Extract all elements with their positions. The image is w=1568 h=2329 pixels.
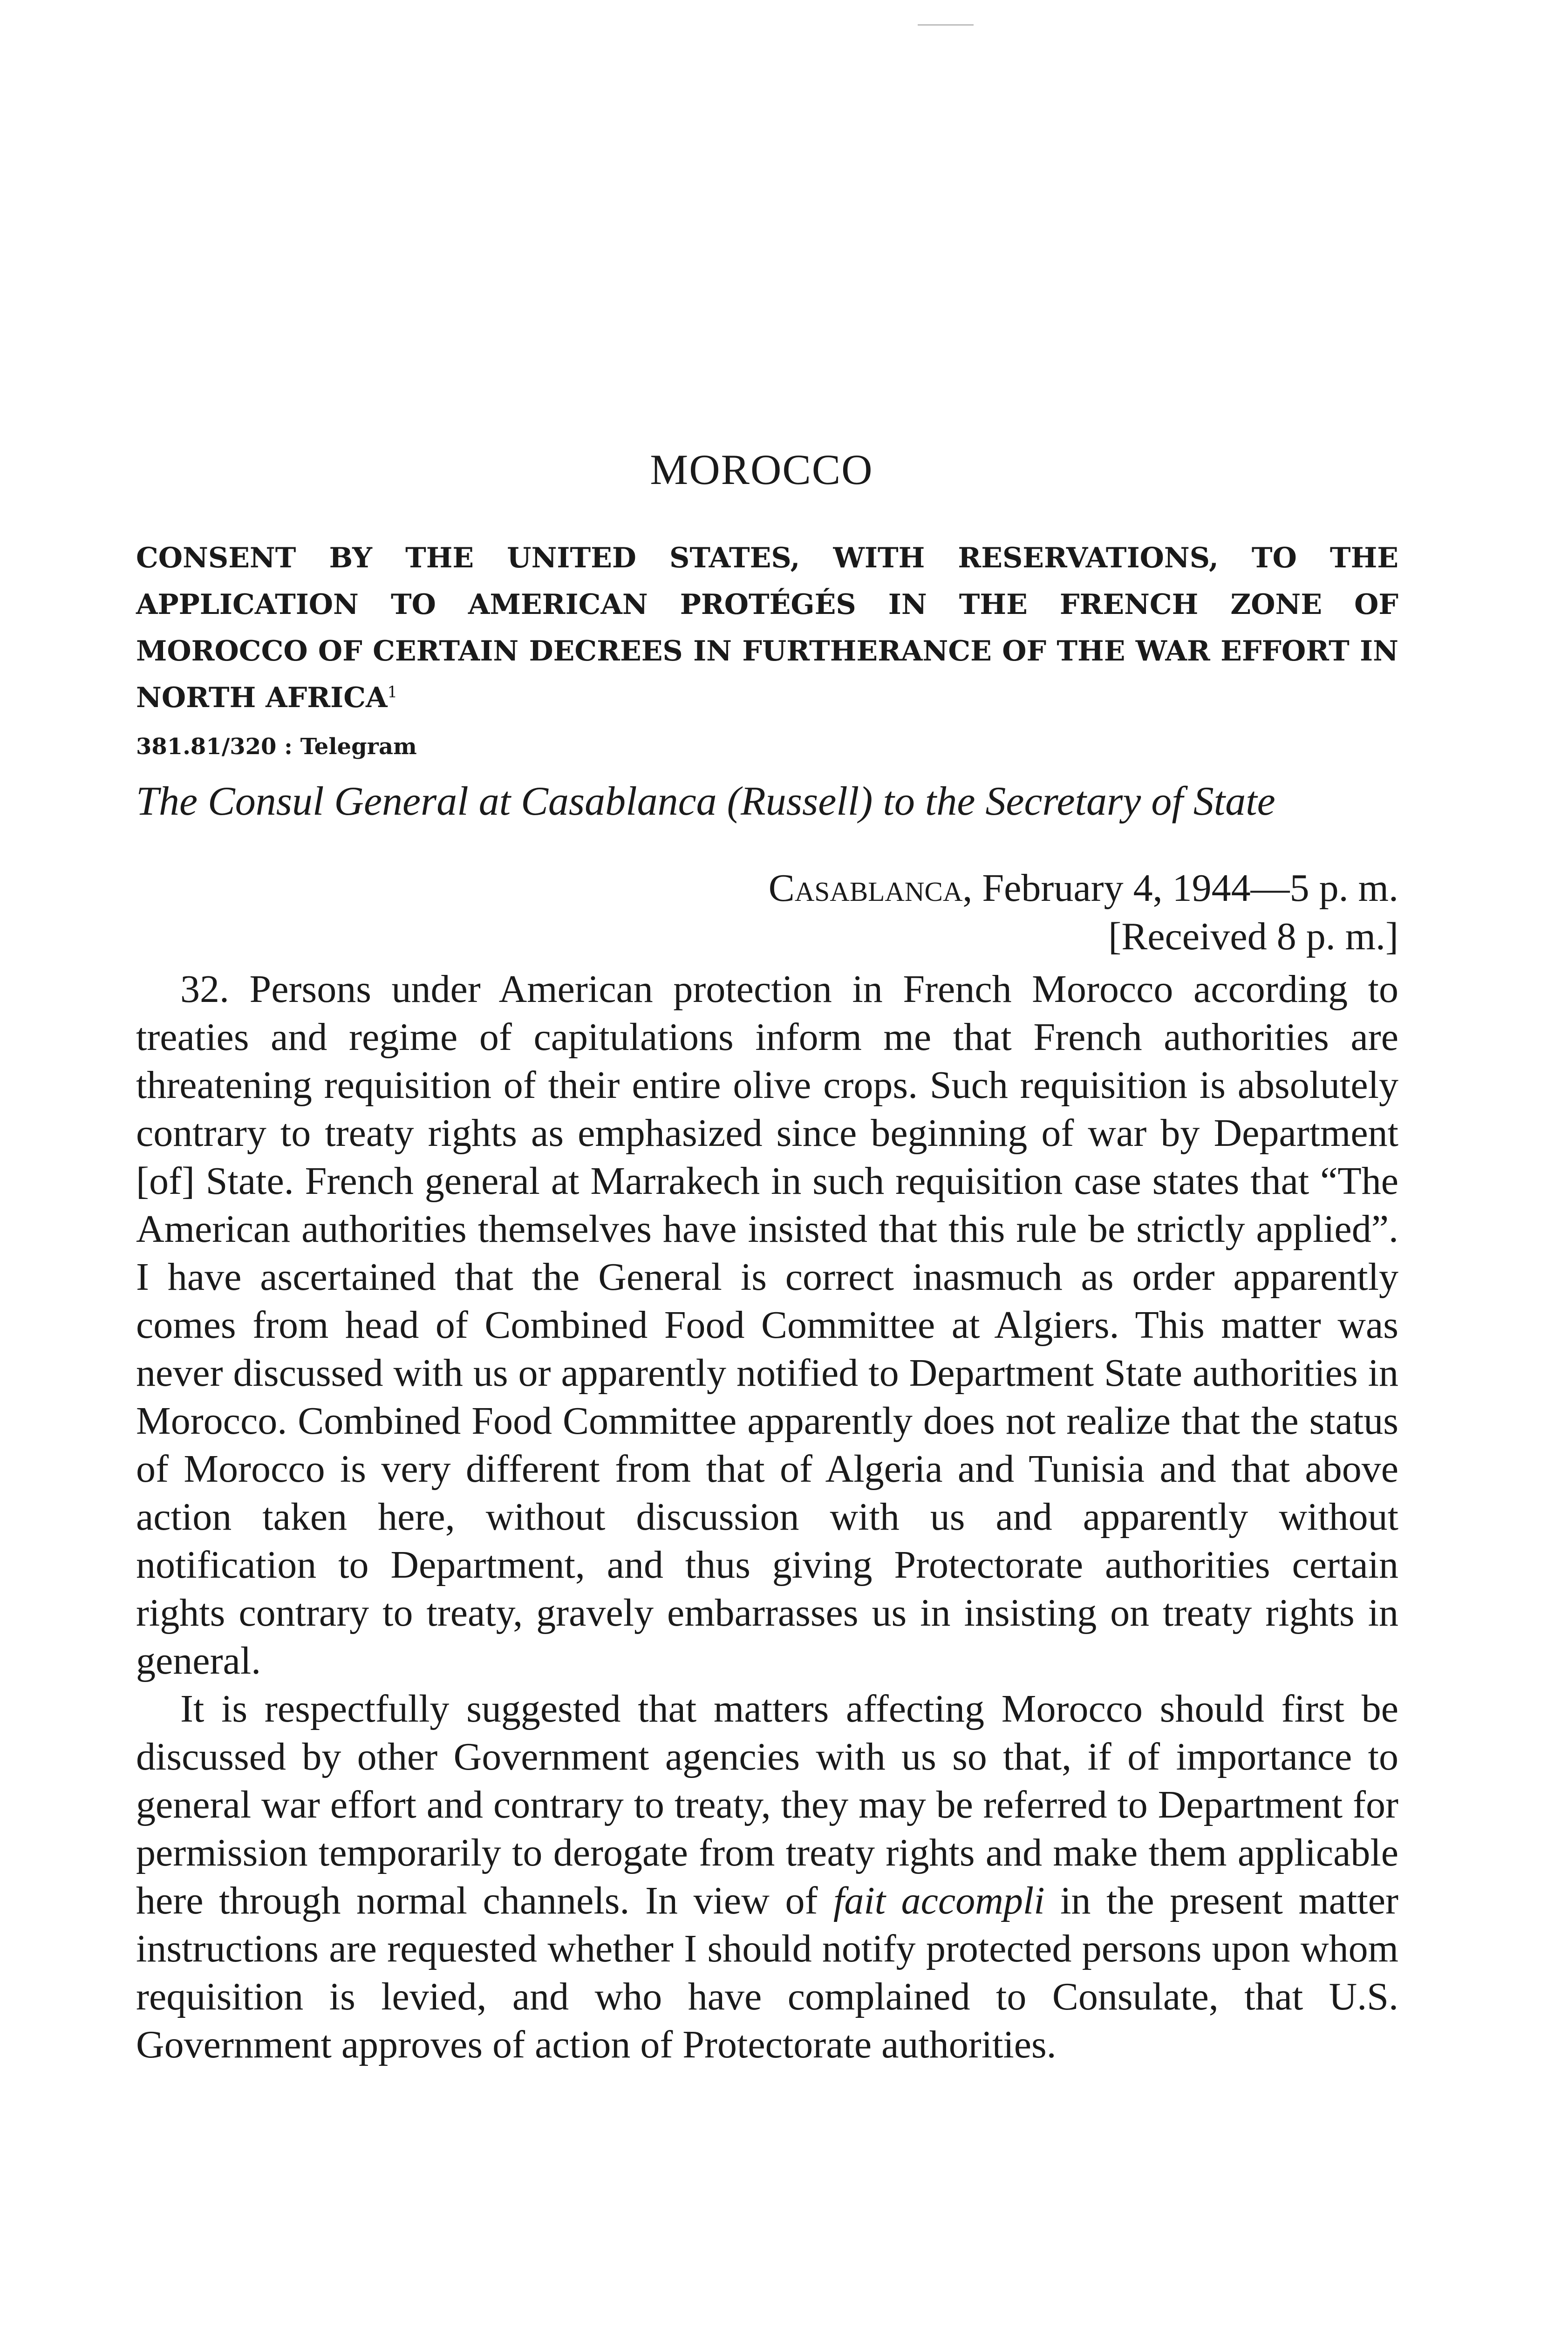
dateline-received: [Received 8 p. m.] [1108, 915, 1398, 958]
dateline-date: February 4, 1944—5 p. m. [972, 866, 1398, 910]
dateline-sent [769, 864, 1398, 913]
section-heading-text: CONSENT BY THE UNITED STATES, WITH RESERVATIONS, TO THE APPLICATION TO AMERICAN PROTÉGÉS IN THE FRENCH ZONE OF MOROCCO OF CERTAIN DECREES IN FURTHERANCE OF THE WAR EFFORT IN NORTH AFRICA [136, 542, 1398, 714]
section-heading [136, 535, 1398, 721]
telegram-body [136, 965, 1398, 2069]
dateline [769, 864, 1398, 961]
scan-mark [918, 24, 974, 26]
italic-phrase: fait accompli [833, 1879, 1045, 1922]
paragraph-text: It is respectfully suggested that matters affecting Morocco should first be discussed by other Government agencies with us so that, if of importance to general war effort and contrary to treaty, they may be referred to Department for permission temporarily to derogate from treaty rights and make them applicable here through normal channels. In view of [136, 1687, 1398, 1922]
dateline-place: Casablanca, [768, 866, 973, 910]
document-heading: The Consul General at Casablanca (Russell) to the Secretary of State [136, 779, 1275, 824]
body-paragraph [136, 1685, 1398, 2069]
footnote-marker: 1 [387, 683, 398, 701]
body-paragraph: 32. Persons under American protection in French Morocco according to treaties and regime of capitulations inform me that French authorities are threatening requisition of their entire olive crops. Such requisition is absolutely contrary to treaty rights as emphasized since beginning of war by Department [of] State. French general at Marrakech in such requisition case states that “The American authorities themselves have insisted that this rule be strictly applied”. I have ascertained that the General is correct inasmuch as order apparently comes from head of Combined Food Committee at Algiers. This matter was never discussed with us or apparently notified to Department State authorities in Morocco. Combined Food Committee apparently does not realize that the status of Morocco is very different from that of Algeria and Tunisia and that above action taken here, without discussion with us and apparently without notification to Department, and thus giving Protectorate authorities certain rights contrary to treaty, gravely embarrasses us in insisting on treaty rights in general. [136, 967, 1398, 1682]
file-reference: 381.81/320 : Telegram [136, 734, 417, 760]
page-title: MOROCCO [650, 446, 873, 493]
paragraph-text: in the present matter instructions are requested whether I should notify protected persons upon whom requisition is levied, and who have complained to Consulate, that U.S. Government approves of action of Protectorate authorities. [136, 1879, 1399, 2066]
